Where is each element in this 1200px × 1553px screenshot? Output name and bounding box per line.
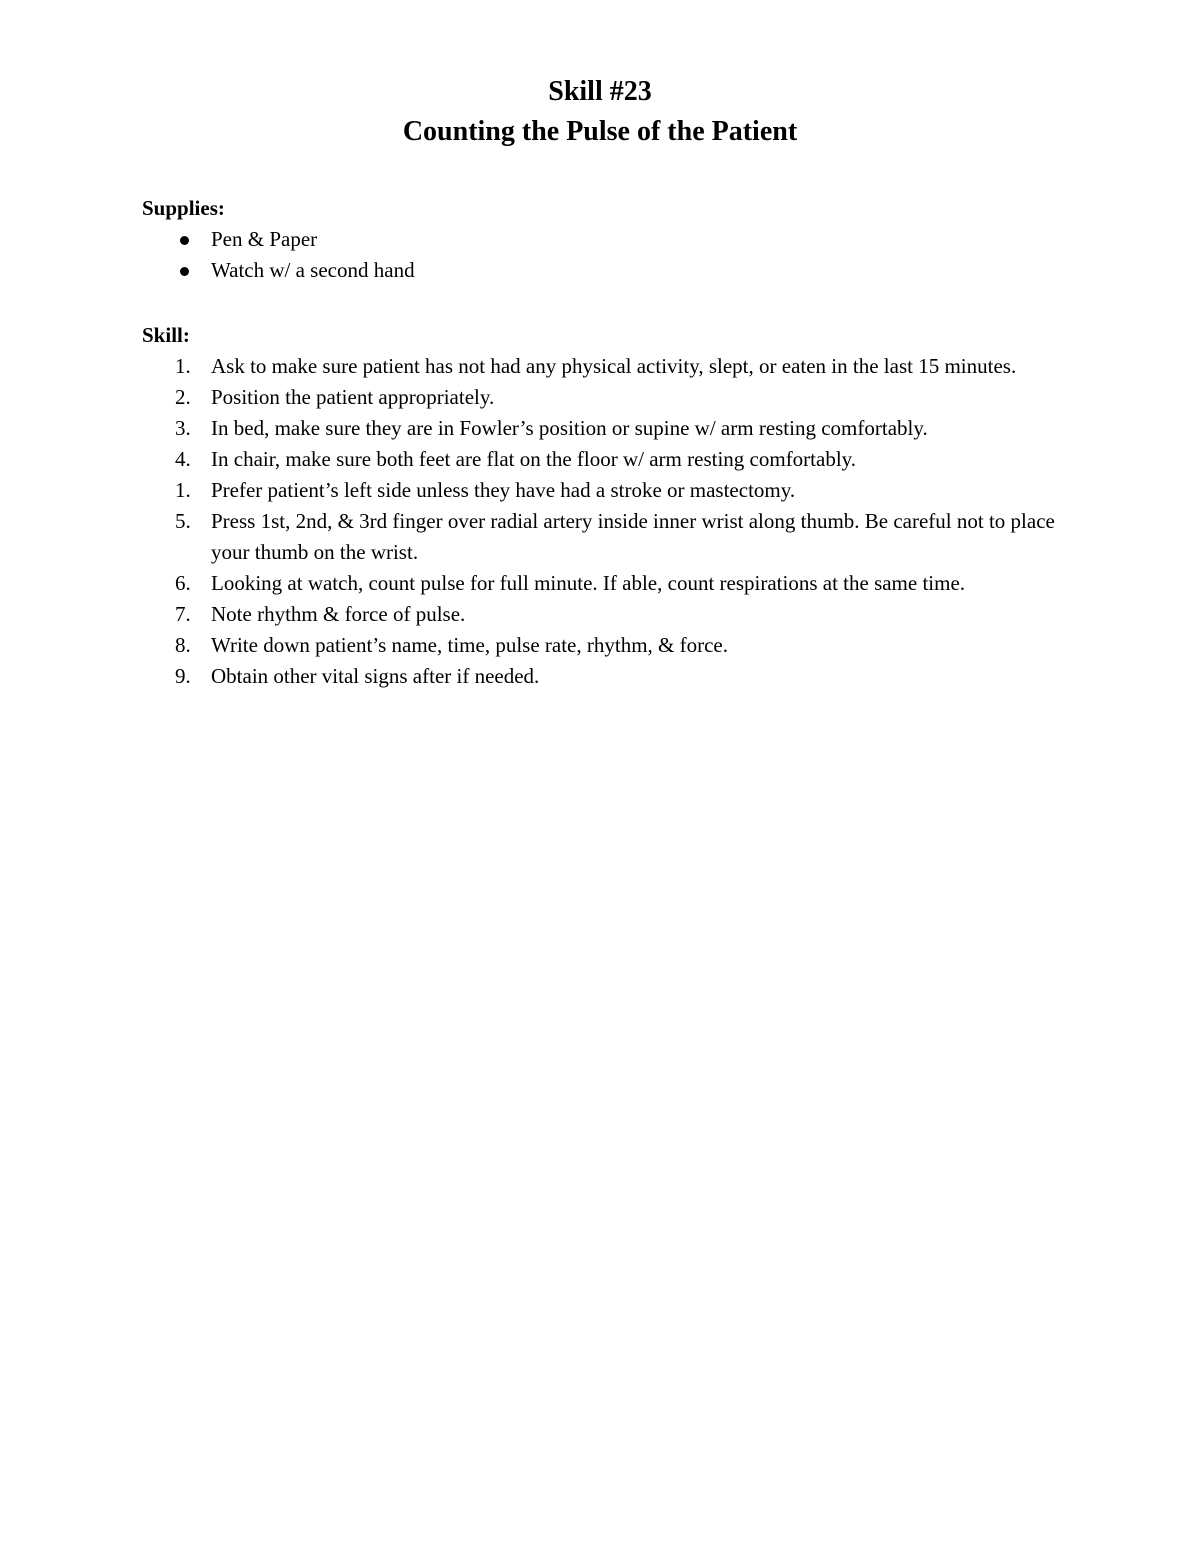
step-text: Prefer patient’s left side unless they have had a stroke or mastectomy. xyxy=(211,478,796,502)
step-number: 2. xyxy=(175,385,191,409)
skill-name-title: Counting the Pulse of the Patient xyxy=(402,116,798,147)
skill-step xyxy=(142,413,1072,444)
supply-item-text: Watch w/ a second hand xyxy=(211,258,415,282)
supply-item xyxy=(142,224,1072,255)
step-text: Write down patient’s name, time, pulse rate, rhythm, & force. xyxy=(211,633,729,657)
bullet-icon xyxy=(180,236,189,245)
supply-item-text: Pen & Paper xyxy=(211,227,318,251)
bullet-icon xyxy=(180,267,189,276)
step-text: In chair, make sure both feet are flat on the floor w/ arm resting comfortably. xyxy=(211,447,857,471)
skill-steps-list xyxy=(142,351,1072,692)
step-text: Ask to make sure patient has not had any physical activity, slept, or eaten in the last 15 minutes. xyxy=(211,354,1017,378)
step-text: Note rhythm & force of pulse. xyxy=(211,602,466,626)
skill-step xyxy=(142,661,1072,692)
skill-step xyxy=(142,382,1072,413)
step-number: 8. xyxy=(175,633,191,657)
skill-step xyxy=(142,444,1072,475)
step-text: Press 1st, 2nd, & 3rd finger over radial artery inside inner wrist along thumb. Be careful not to place your thumb on the wrist. xyxy=(211,509,1055,564)
step-text: Position the patient appropriately. xyxy=(211,385,495,409)
supplies-section xyxy=(142,193,1072,286)
supplies-heading: Supplies: xyxy=(142,196,225,220)
step-number: 3. xyxy=(175,416,191,440)
skill-step xyxy=(142,506,1072,568)
step-number: 1. xyxy=(175,478,191,502)
skill-step xyxy=(142,599,1072,630)
skill-step xyxy=(142,351,1072,382)
title-block xyxy=(0,72,1200,152)
skill-step xyxy=(142,568,1072,599)
skill-step xyxy=(142,630,1072,661)
skill-step xyxy=(142,475,1072,506)
step-number: 9. xyxy=(175,664,191,688)
step-text: Looking at watch, count pulse for full minute. If able, count respirations at the same time. xyxy=(211,571,966,595)
step-number: 4. xyxy=(175,447,191,471)
step-number: 6. xyxy=(175,571,191,595)
step-number: 7. xyxy=(175,602,191,626)
skill-number-title: Skill #23 xyxy=(548,76,652,107)
step-number: 1. xyxy=(175,354,191,378)
skill-section xyxy=(142,320,1072,692)
step-text: Obtain other vital signs after if needed. xyxy=(211,664,540,688)
step-number: 5. xyxy=(175,509,191,533)
skill-heading: Skill: xyxy=(142,323,190,347)
supply-item xyxy=(142,255,1072,286)
step-text: In bed, make sure they are in Fowler’s position or supine w/ arm resting comfortably. xyxy=(211,416,928,440)
supplies-list xyxy=(142,224,1072,286)
